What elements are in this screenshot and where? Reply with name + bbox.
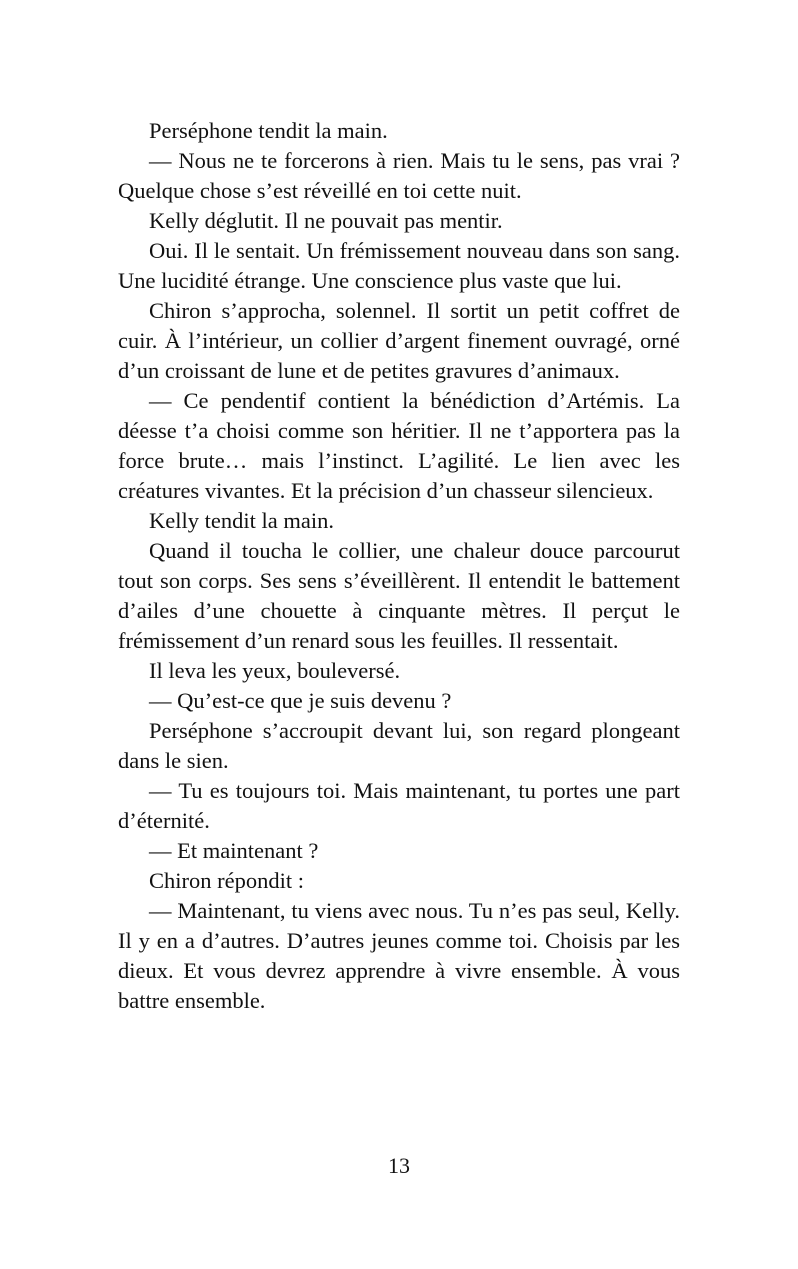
paragraph: Il leva les yeux, bouleversé. <box>149 658 401 683</box>
dialogue-paragraph: — Qu’est-ce que je suis devenu ? <box>149 688 452 713</box>
paragraph: Chiron répondit : <box>149 868 304 893</box>
dialogue-paragraph: — Et maintenant ? <box>149 838 319 863</box>
dialogue-paragraph: — Ce pendentif contient la bénédiction d’Artémis. La déesse t’a choisi comme son héritier. Il ne t’apportera pas la force brute… mais l’instinct. L’agilité. Le lien avec les créatures vivantes. Et la précision d’un chasseur silencieux. <box>118 388 680 503</box>
dialogue-paragraph: — Nous ne te forcerons à rien. Mais tu le sens, pas vrai ? Quelque chose s’est réveillé en toi cette nuit. <box>118 148 680 203</box>
paragraph: Perséphone tendit la main. <box>149 118 388 143</box>
paragraph: Quand il toucha le collier, une chaleur douce parcourut tout son corps. Ses sens s’éveillèrent. Il entendit le battement d’ailes d’une chouette à cinquante mètres. Il perçut le frémissement d’un renard sous les feuilles. Il ressentait. <box>118 538 680 653</box>
page-number: 13 <box>388 1153 410 1178</box>
paragraph: Perséphone s’accroupit devant lui, son regard plongeant dans le sien. <box>118 718 680 773</box>
book-page-text <box>118 116 680 1016</box>
paragraph: Chiron s’approcha, solennel. Il sortit un petit coffret de cuir. À l’intérieur, un collier d’argent finement ouvragé, orné d’un croissant de lune et de petites gravures d’animaux. <box>118 298 680 383</box>
paragraph: Kelly déglutit. Il ne pouvait pas mentir. <box>149 208 503 233</box>
dialogue-paragraph: — Tu es toujours toi. Mais maintenant, tu portes une part d’éternité. <box>118 778 680 833</box>
paragraph: Kelly tendit la main. <box>149 508 334 533</box>
dialogue-paragraph: — Maintenant, tu viens avec nous. Tu n’es pas seul, Kelly. Il y en a d’autres. D’autres jeunes comme toi. Choisis par les dieux. Et vous devrez apprendre à vivre ensemble. À vous battre ensemble. <box>118 898 680 1013</box>
paragraph: Oui. Il le sentait. Un frémissement nouveau dans son sang. Une lucidité étrange. Une conscience plus vaste que lui. <box>118 238 680 293</box>
